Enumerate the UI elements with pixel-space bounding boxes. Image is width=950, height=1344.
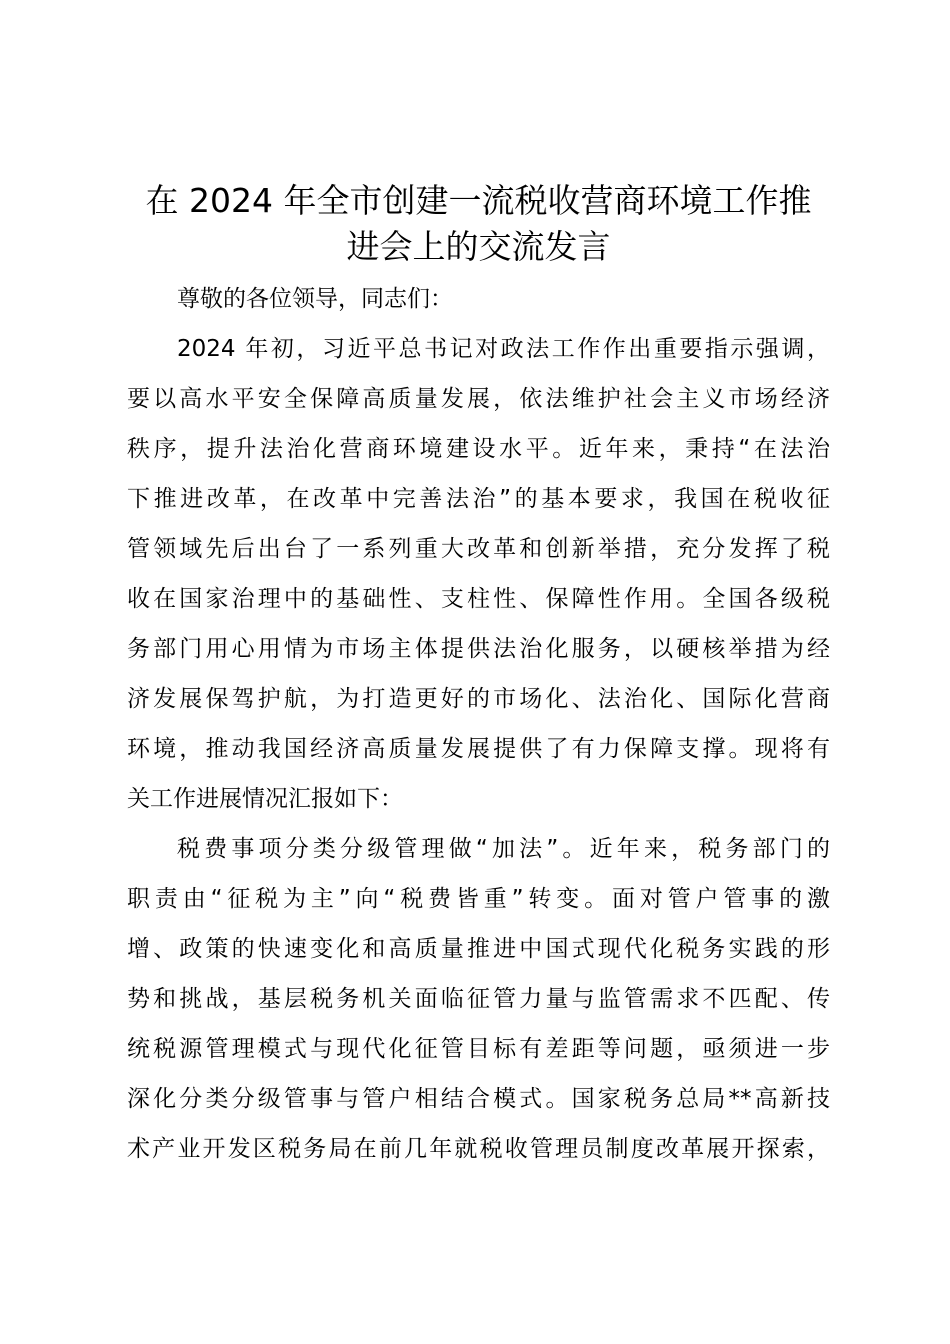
- paragraph-1-line: 收在国家治理中的基础性、支柱性、保障性作用。全国各级税: [127, 586, 830, 612]
- title-line-2: 进会上的交流发言: [346, 227, 611, 266]
- paragraph-1-line: 务部门用心用情为市场主体提供法治化服务，以硬核举措为经: [127, 636, 830, 662]
- paragraph-1-line: 下推进改革，在改革中完善法治”的基本要求，我国在税收征: [127, 486, 830, 512]
- paragraph-2-line: 术产业开发区税务局在前几年就税收管理员制度改革展开探索，: [127, 1136, 830, 1162]
- paragraph-2: [127, 824, 830, 1174]
- paragraph-1-line: 环境，推动我国经济高质量发展提供了有力保障支撑。现将有: [127, 736, 830, 762]
- paragraph-2-line: 势和挑战，基层税务机关面临征管力量与监管需求不匹配、传: [127, 986, 830, 1012]
- title-line-1: 在 2024 年全市创建一流税收营商环境工作推: [145, 181, 812, 220]
- paragraph-1-line: 秩序，提升法治化营商环境建设水平。近年来，秉持“在法治: [127, 436, 830, 462]
- paragraph-2-line: 税费事项分类分级管理做“加法”。近年来，税务部门的: [177, 836, 830, 862]
- paragraph-2-line: 深化分类分级管事与管户相结合模式。国家税务总局**高新技: [127, 1086, 830, 1112]
- paragraph-1-line: 要以高水平安全保障高质量发展，依法维护社会主义市场经济: [127, 386, 830, 412]
- paragraph-2-line: 职责由“征税为主”向“税费皆重”转变。面对管户管事的激: [127, 886, 830, 912]
- paragraph-1-line: 关工作进展情况汇报如下：: [127, 786, 403, 812]
- document-title: [127, 178, 830, 270]
- salutation: 尊敬的各位领导，同志们：: [177, 286, 453, 312]
- paragraph-1: [127, 324, 830, 824]
- document-page: [127, 178, 830, 1174]
- paragraph-1-line: 2024 年初，习近平总书记对政法工作作出重要指示强调，: [177, 336, 830, 362]
- paragraph-1-line: 济发展保驾护航，为打造更好的市场化、法治化、国际化营商: [127, 686, 830, 712]
- paragraph-2-line: 统税源管理模式与现代化征管目标有差距等问题，亟须进一步: [127, 1036, 830, 1062]
- paragraph-2-line: 增、政策的快速变化和高质量推进中国式现代化税务实践的形: [127, 936, 830, 962]
- paragraph-1-line: 管领域先后出台了一系列重大改革和创新举措，充分发挥了税: [127, 536, 830, 562]
